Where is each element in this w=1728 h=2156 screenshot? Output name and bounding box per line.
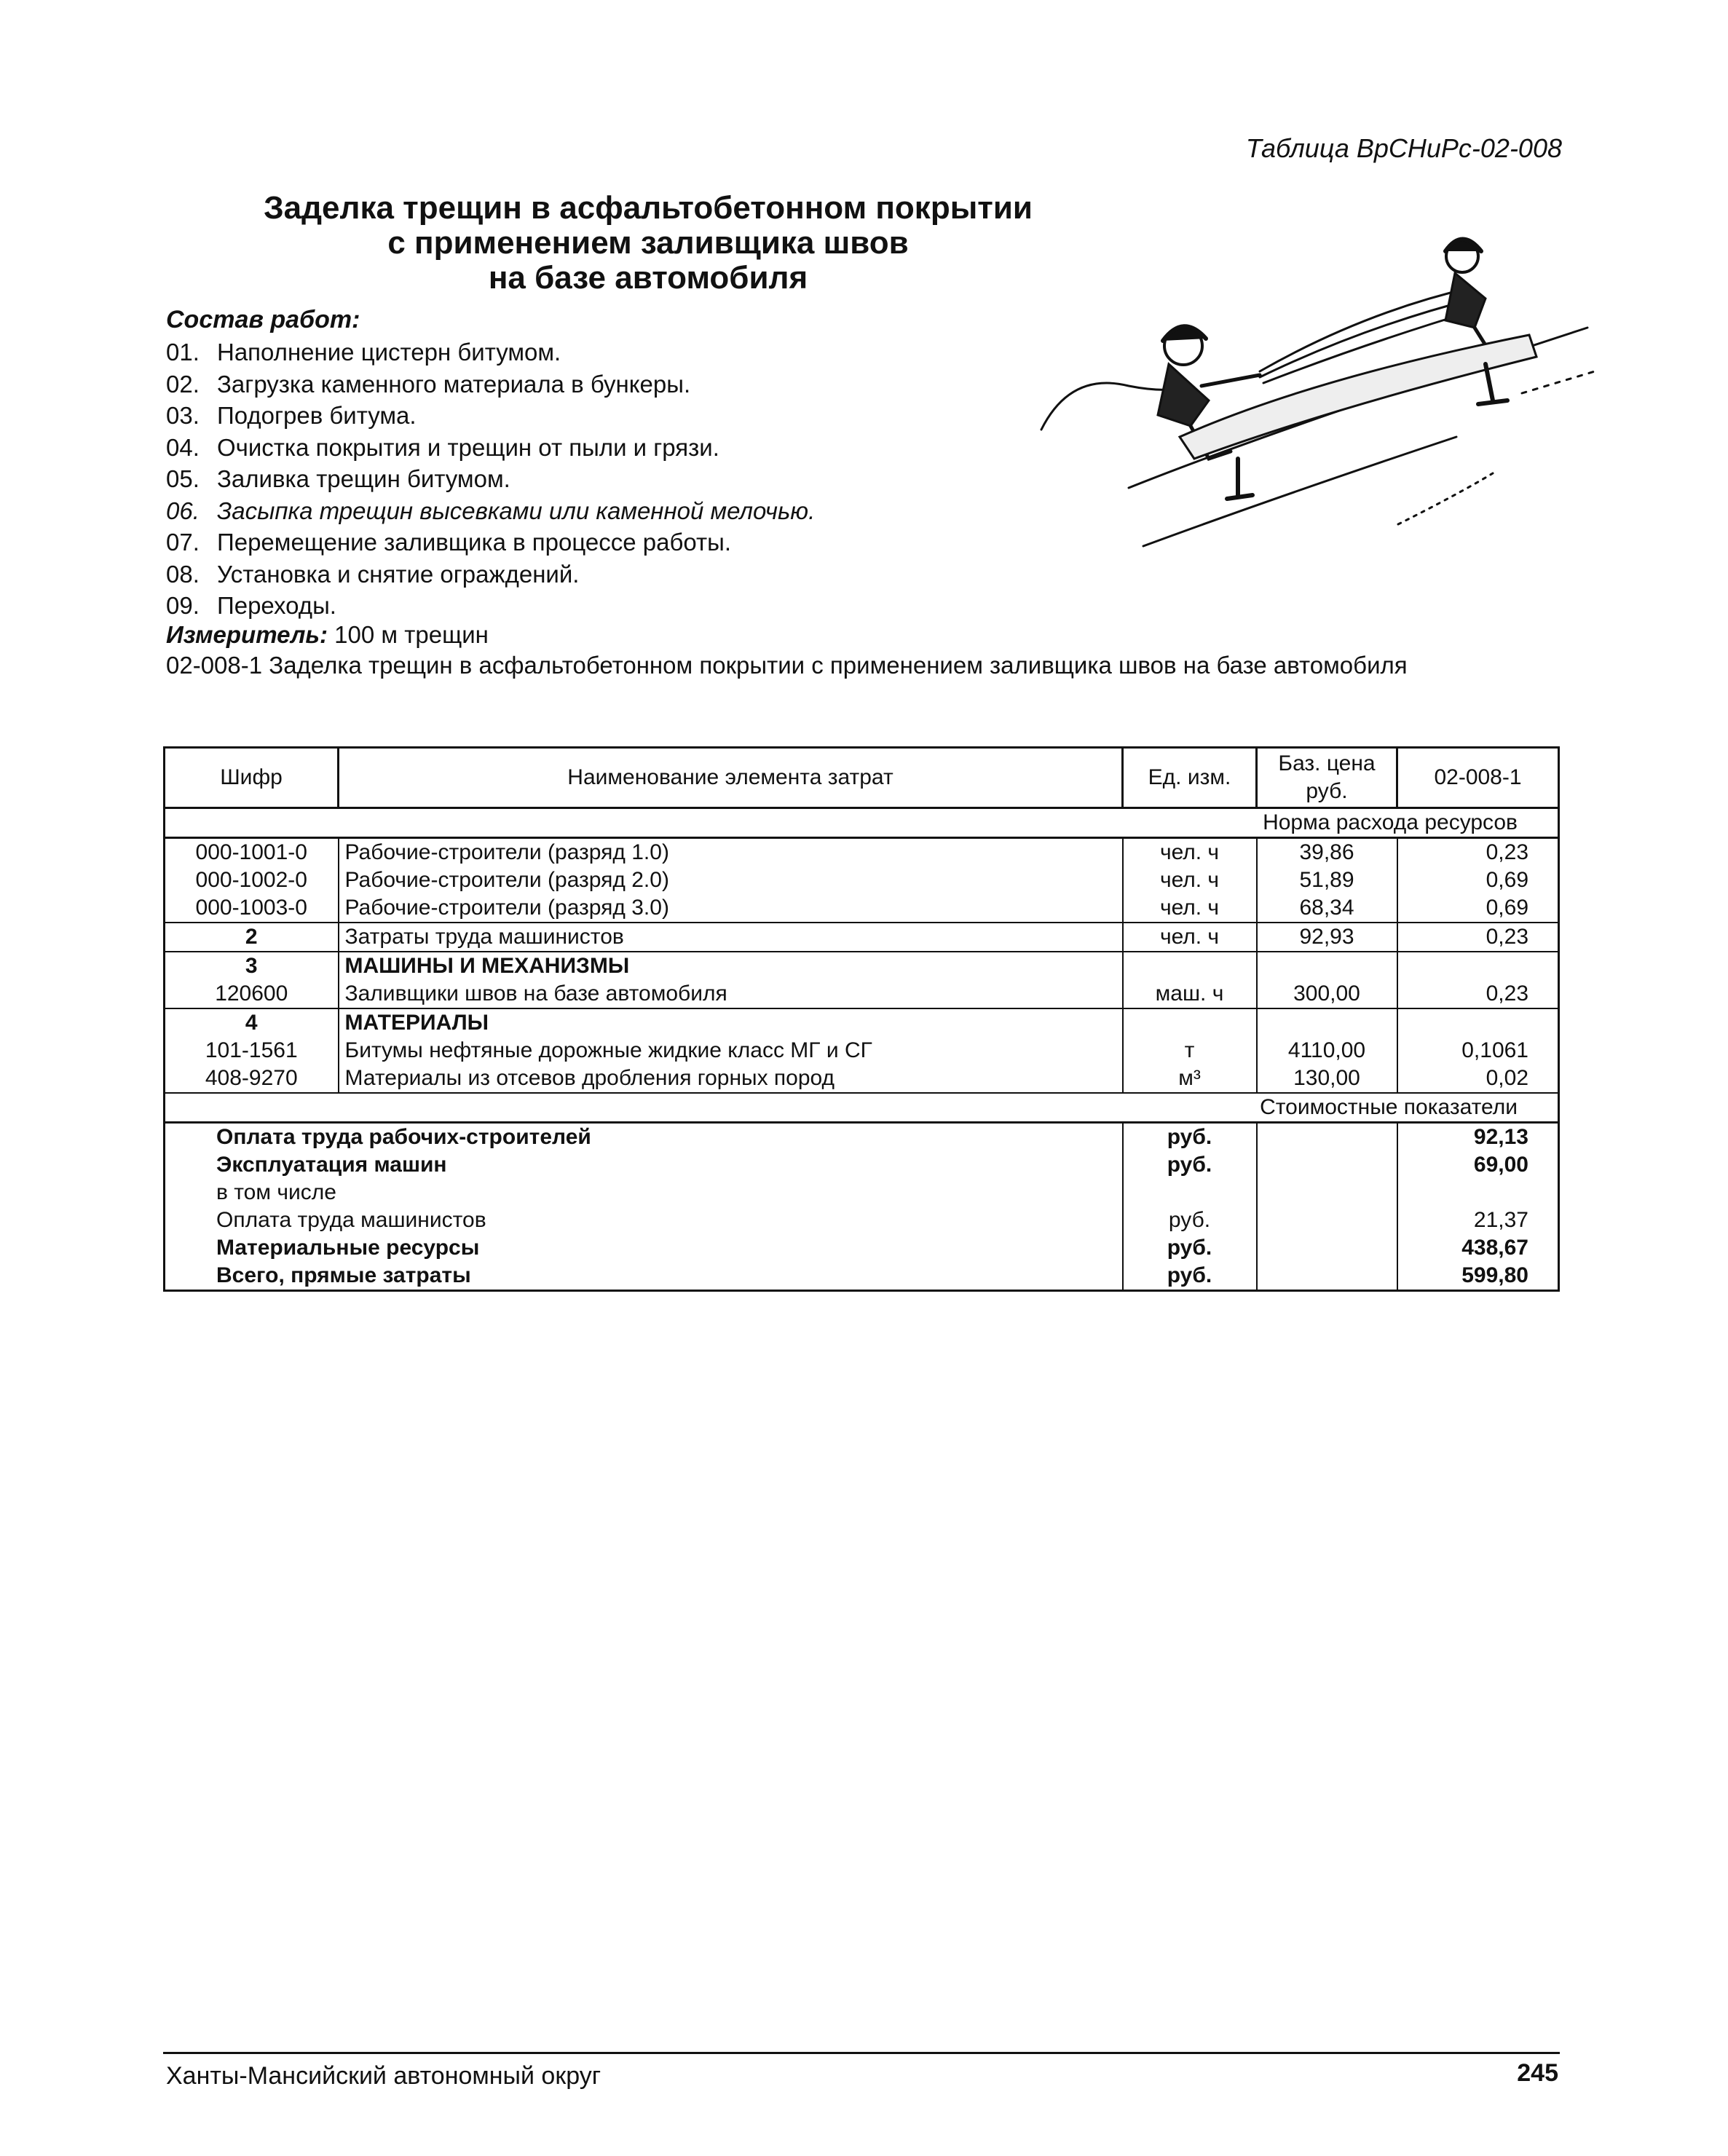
cell-price: 4110,00 <box>1257 1037 1397 1065</box>
list-item-number: 05. <box>166 465 200 492</box>
cell-price: 92,93 <box>1257 923 1397 952</box>
list-item-number: 09. <box>166 592 200 619</box>
cell-code: 3 <box>165 952 339 980</box>
list-item-number: 04. <box>166 433 200 461</box>
table-header-row <box>165 748 1559 808</box>
summary-row <box>165 1151 1559 1179</box>
column-header-code: Шифр <box>165 748 339 808</box>
cell-value: 21,37 <box>1397 1207 1559 1234</box>
list-item-text: Переходы. <box>217 592 336 619</box>
cell-value: 0,23 <box>1397 838 1559 867</box>
cell-code: 000-1003-0 <box>165 894 339 923</box>
table-row <box>165 923 1559 952</box>
table-row <box>165 894 1559 923</box>
cell-code: 000-1002-0 <box>165 866 339 894</box>
cell-value: 0,69 <box>1397 894 1559 923</box>
cell-price: 51,89 <box>1257 866 1397 894</box>
cell-name: Битумы нефтяные дорожные жидкие класс МГ и СГ <box>339 1037 1123 1065</box>
cell-unit: чел. ч <box>1123 866 1257 894</box>
list-item-number: 01. <box>166 339 200 366</box>
cell-value: 92,13 <box>1397 1123 1559 1152</box>
list-item <box>166 495 815 527</box>
cell-code: 120600 <box>165 980 339 1008</box>
list-item-text: Подогрев битума. <box>217 402 417 429</box>
table-row <box>165 866 1559 894</box>
title-line-1: Заделка трещин в асфальтобетонном покрытии <box>264 190 1033 226</box>
list-item <box>166 526 815 558</box>
cell-value: 0,69 <box>1397 866 1559 894</box>
title-line-3: на базе автомобиля <box>488 260 808 296</box>
cell-name: Заливщики швов на базе автомобиля <box>339 980 1123 1008</box>
cell-name: в том числе <box>165 1179 1123 1207</box>
list-item-number: 02. <box>166 370 200 398</box>
list-item <box>166 590 815 622</box>
cell-name: МАТЕРИАЛЫ <box>339 1008 1123 1037</box>
cell-name: Материалы из отсевов дробления горных пород <box>339 1065 1123 1093</box>
list-item <box>166 558 815 591</box>
list-item <box>166 336 815 368</box>
cell-value: 0,23 <box>1397 923 1559 952</box>
column-header-name: Наименование элемента затрат <box>339 748 1123 808</box>
page-title <box>218 191 1078 296</box>
cell-price: 68,34 <box>1257 894 1397 923</box>
cell-code: 4 <box>165 1008 339 1037</box>
meter-value: 100 м трещин <box>334 621 489 648</box>
cell-code: 101-1561 <box>165 1037 339 1065</box>
cell-unit: чел. ч <box>1123 894 1257 923</box>
list-item <box>166 432 815 464</box>
section-title: Норма расхода ресурсов <box>165 808 1559 838</box>
cell-price: 39,86 <box>1257 838 1397 867</box>
group-row <box>165 1008 1559 1037</box>
meter-label: Измеритель: <box>166 621 328 648</box>
list-item-number: 07. <box>166 529 200 556</box>
table-row <box>165 980 1559 1008</box>
cell-value: 599,80 <box>1397 1262 1559 1291</box>
list-item <box>166 400 815 432</box>
table-reference: Таблица ВрСНиРс-02-008 <box>1245 133 1562 163</box>
list-item-text: Засыпка трещин высевками или каменной мелочью. <box>217 497 816 524</box>
table-row <box>165 838 1559 867</box>
cell-name: Всего, прямые затраты <box>165 1262 1123 1291</box>
page-number: 245 <box>1517 2059 1558 2087</box>
works-heading: Состав работ: <box>166 306 360 333</box>
footer-region: Ханты-Мансийский автономный округ <box>166 2062 601 2090</box>
cell-unit: чел. ч <box>1123 838 1257 867</box>
section-title: Стоимостные показатели <box>165 1093 1559 1123</box>
cell-unit: руб. <box>1123 1123 1257 1152</box>
cell-unit: руб. <box>1123 1151 1257 1179</box>
cell-value: 0,1061 <box>1397 1037 1559 1065</box>
cell-name: Оплата труда машинистов <box>165 1207 1123 1234</box>
list-item-text: Заливка трещин битумом. <box>217 465 510 492</box>
summary-row <box>165 1123 1559 1152</box>
cell-value: 69,00 <box>1397 1151 1559 1179</box>
cell-code: 2 <box>165 923 339 952</box>
cell-name: Затраты труда машинистов <box>339 923 1123 952</box>
cell-price: 300,00 <box>1257 980 1397 1008</box>
cell-unit: т <box>1123 1037 1257 1065</box>
list-item <box>166 463 815 495</box>
cell-value: 0,02 <box>1397 1065 1559 1093</box>
cell-name: Эксплуатация машин <box>165 1151 1123 1179</box>
cell-name: Материальные ресурсы <box>165 1234 1123 1262</box>
works-list <box>166 336 815 622</box>
column-header-unit: Ед. изм. <box>1123 748 1257 808</box>
column-header-norm: 02-008-1 <box>1397 748 1559 808</box>
title-line-2: с применением заливщика швов <box>387 225 909 261</box>
cell-code: 408-9270 <box>165 1065 339 1093</box>
cell-unit <box>1123 1179 1257 1207</box>
list-item <box>166 368 815 400</box>
section-row <box>165 808 1559 838</box>
workers-illustration <box>1019 218 1602 568</box>
cell-unit: м³ <box>1123 1065 1257 1093</box>
cell-unit: руб. <box>1123 1207 1257 1234</box>
cell-value <box>1397 1179 1559 1207</box>
cell-unit: руб. <box>1123 1262 1257 1291</box>
table-row <box>165 1037 1559 1065</box>
section-row <box>165 1093 1559 1123</box>
summary-row <box>165 1234 1559 1262</box>
footer-divider <box>163 2052 1560 2054</box>
column-header-price: Баз. цена руб. <box>1257 748 1397 808</box>
code-description: 02-008-1 Заделка трещин в асфальтобетонном покрытии с применением заливщика швов на базе автомобиля <box>166 652 1408 679</box>
cell-name: Рабочие-строители (разряд 3.0) <box>339 894 1123 923</box>
resource-table <box>163 746 1560 1292</box>
cell-name: Рабочие-строители (разряд 1.0) <box>339 838 1123 867</box>
list-item-number: 06. <box>166 497 200 524</box>
list-item-text: Установка и снятие ограждений. <box>217 560 580 588</box>
table-row <box>165 1065 1559 1093</box>
list-item-text: Очистка покрытия и трещин от пыли и грязи. <box>217 433 719 461</box>
cell-price: 130,00 <box>1257 1065 1397 1093</box>
cell-value: 438,67 <box>1397 1234 1559 1262</box>
cell-unit: чел. ч <box>1123 923 1257 952</box>
summary-row <box>165 1179 1559 1207</box>
list-item-text: Перемещение заливщика в процессе работы. <box>217 529 732 556</box>
cell-unit: маш. ч <box>1123 980 1257 1008</box>
summary-row <box>165 1262 1559 1291</box>
list-item-text: Загрузка каменного материала в бункеры. <box>217 370 691 398</box>
list-item-number: 08. <box>166 560 200 588</box>
list-item-number: 03. <box>166 402 200 429</box>
group-row <box>165 952 1559 980</box>
cell-unit: руб. <box>1123 1234 1257 1262</box>
cell-value: 0,23 <box>1397 980 1559 1008</box>
cell-code: 000-1001-0 <box>165 838 339 867</box>
list-item-text: Наполнение цистерн битумом. <box>217 339 561 366</box>
summary-row <box>165 1207 1559 1234</box>
cell-name: МАШИНЫ И МЕХАНИЗМЫ <box>339 952 1123 980</box>
cell-name: Рабочие-строители (разряд 2.0) <box>339 866 1123 894</box>
meter <box>166 621 489 649</box>
cell-name: Оплата труда рабочих-строителей <box>165 1123 1123 1152</box>
